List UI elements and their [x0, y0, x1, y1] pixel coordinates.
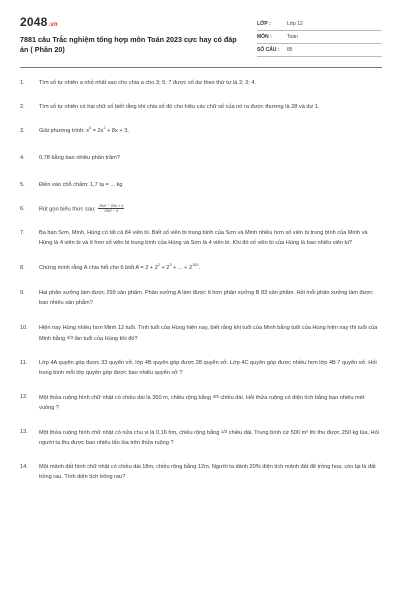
question-text	[39, 204, 382, 214]
inline-fraction: 1/3	[220, 429, 228, 435]
text-part: + 2	[159, 265, 170, 272]
text-part: chiều dài. Hỏi thửa ruộng có diện tích bằng bao nhiêu mét vuông ?	[39, 395, 365, 412]
meta-key: MÔN :	[257, 34, 272, 40]
text-part: Một thửa ruộng hình chữ nhật có chiều dài là 360 m, chiều rộng bằng	[39, 395, 213, 402]
question-item	[20, 102, 382, 112]
meta-row-class	[257, 18, 382, 31]
question-text	[39, 392, 382, 413]
text-part: + ... + 2	[171, 265, 193, 272]
inline-fraction: 4/3	[66, 335, 73, 341]
question-number: 1.	[20, 80, 25, 86]
question-text: Lớp 4A quyên góp được 33 quyển vở, lớp 4B quyên góp được 28 quyển vở. Lớp 4C quyên góp được nhiều hơn lớp 4B 7 quyển vở. Hỏi trung bình mỗi lớp quyên góp được bao nhiêu quyển vở ?	[39, 360, 377, 377]
exponent: 2	[103, 126, 106, 131]
text-part: chiều dài. Trung bình cứ 500 m² thì thu được 250 kg lúa. Hỏi người ta thu được bao nhiêu tấn lúa trên thửa ruộng ?	[39, 430, 379, 447]
question-number: 9.	[20, 290, 25, 297]
fraction	[98, 204, 124, 214]
question-item	[20, 78, 382, 88]
site-logo[interactable]	[20, 16, 245, 32]
fraction-numerator: 25x² − 20x + 4	[99, 204, 124, 208]
question-number: 5.	[20, 182, 25, 188]
question-text	[39, 263, 382, 273]
document-title: 7881 câu Trắc nghiệm tổng hợp môn Toán 2023 cực hay có đáp án ( Phần 20)	[20, 35, 237, 54]
meta-value: 85	[287, 47, 293, 53]
meta-row-count	[257, 44, 382, 57]
question-text: Ba bạn Sơn, Minh, Hùng có tất cả 84 viên bi. Biết số viên bi trung bình của Sơn và Minh nhiều hơn số viên bi trung bình của Minh và Hùng là 4 viên bi và ít hơn số viên bi trung bình của Hùng và Sơn là 4 viên bi. Khi đó số viên bi của Hùng là bao nhiêu viên bi?	[39, 230, 368, 247]
question-item	[20, 462, 382, 482]
question-number: 2.	[20, 104, 25, 110]
text-part: Hiện nay Hùng nhiều hơn Minh 12 tuổi. Tính tuổi của Hùng hiện nay, biết rằng khi tuổi của Minh bằng tuổi của Hùng hiện nay thì tuổi của Minh bằng	[39, 325, 378, 343]
meta-key: SỐ CÂU :	[257, 47, 280, 53]
question-text	[39, 126, 382, 136]
question-number: 8.	[20, 265, 25, 272]
question-text	[39, 427, 382, 448]
question-text: Hai phân xưởng làm được 299 sản phẩm. Phân xưởng A làm được ít hơn phân xưởng B 83 sản phẩm. Hỏi mỗi phân xưởng làm được bao nhiêu sản phẩm?	[39, 290, 373, 307]
question-number: 3.	[20, 128, 25, 134]
question-text: Một mảnh đất hình chữ nhật có chiều dài 18m, chiều rộng bằng 12m. Người ta dành 20% diện tích mảnh đất để trồng hoa, còn lại là đất trồng rau. Tính diện tích trồng rau?	[39, 464, 376, 481]
question-item	[20, 392, 382, 413]
question-number: 14.	[20, 464, 28, 471]
question-number: 11.	[20, 360, 28, 367]
question-number: 7.	[20, 230, 25, 237]
exponent: 3	[169, 263, 172, 268]
exponent: 2	[157, 263, 160, 268]
question-item	[20, 358, 382, 378]
question-number: 6.	[20, 206, 25, 212]
question-item	[20, 204, 382, 214]
document-header	[20, 16, 382, 57]
fraction-denominator: 25x² − 4	[104, 209, 119, 214]
question-item	[20, 427, 382, 448]
exponent: 4	[89, 126, 92, 131]
question-item	[20, 288, 382, 308]
text-part: lần tuổi của Hùng khi đó?	[72, 336, 138, 343]
text-part: Một thửa ruộng hình chữ nhật có nửa chu vi là 0,16 hm, chiều rộng bằng	[39, 430, 221, 437]
meta-table	[257, 18, 382, 57]
text-part: = 2x	[91, 128, 104, 134]
question-item	[20, 153, 382, 163]
meta-value: Lớp 12	[287, 21, 303, 27]
question-number: 10.	[20, 325, 28, 332]
text-part: + 8x + 3.	[105, 128, 129, 134]
question-list	[20, 78, 382, 482]
text-part: Rút gọn biểu thức sau:	[39, 206, 98, 213]
header-divider	[20, 67, 382, 68]
text-part: Chứng minh rằng A chia hết cho 6 biết A = 2 + 2	[39, 265, 158, 272]
question-number: 13.	[20, 429, 28, 436]
question-text: Điền vào chỗ chấm: 1,7 tạ = ... kg	[39, 182, 123, 188]
question-text	[39, 323, 382, 344]
exponent: 100	[192, 263, 199, 268]
question-item	[20, 263, 382, 273]
logo-number: 2048	[20, 15, 48, 29]
question-text: 0,78 bằng bao nhiêu phần trăm?	[39, 155, 120, 161]
meta-key: LỚP :	[257, 21, 271, 27]
question-text: Tìm số tự nhiên có hai chữ số biết rằng khi chia số đó cho hiệu các chữ số của nó ra được thương là 28 và dư 1.	[39, 104, 320, 110]
question-item	[20, 126, 382, 136]
question-number: 12.	[20, 394, 28, 401]
question-text: Tìm số tự nhiên a nhỏ nhất sao cho chia a cho 3; 5; 7 được số dư theo thứ tự là 2; 3; 4.	[39, 80, 257, 86]
question-item	[20, 180, 382, 190]
text-part: .	[198, 265, 200, 272]
meta-value: Toán	[287, 34, 298, 40]
logo-suffix: .vn	[48, 22, 58, 28]
question-item	[20, 228, 382, 248]
meta-row-subject	[257, 31, 382, 44]
question-number: 4.	[20, 155, 25, 161]
text-part: Giải phương trình: x	[39, 128, 90, 134]
inline-fraction: 4/5	[212, 394, 219, 400]
question-item	[20, 323, 382, 344]
brand-block	[20, 16, 245, 55]
